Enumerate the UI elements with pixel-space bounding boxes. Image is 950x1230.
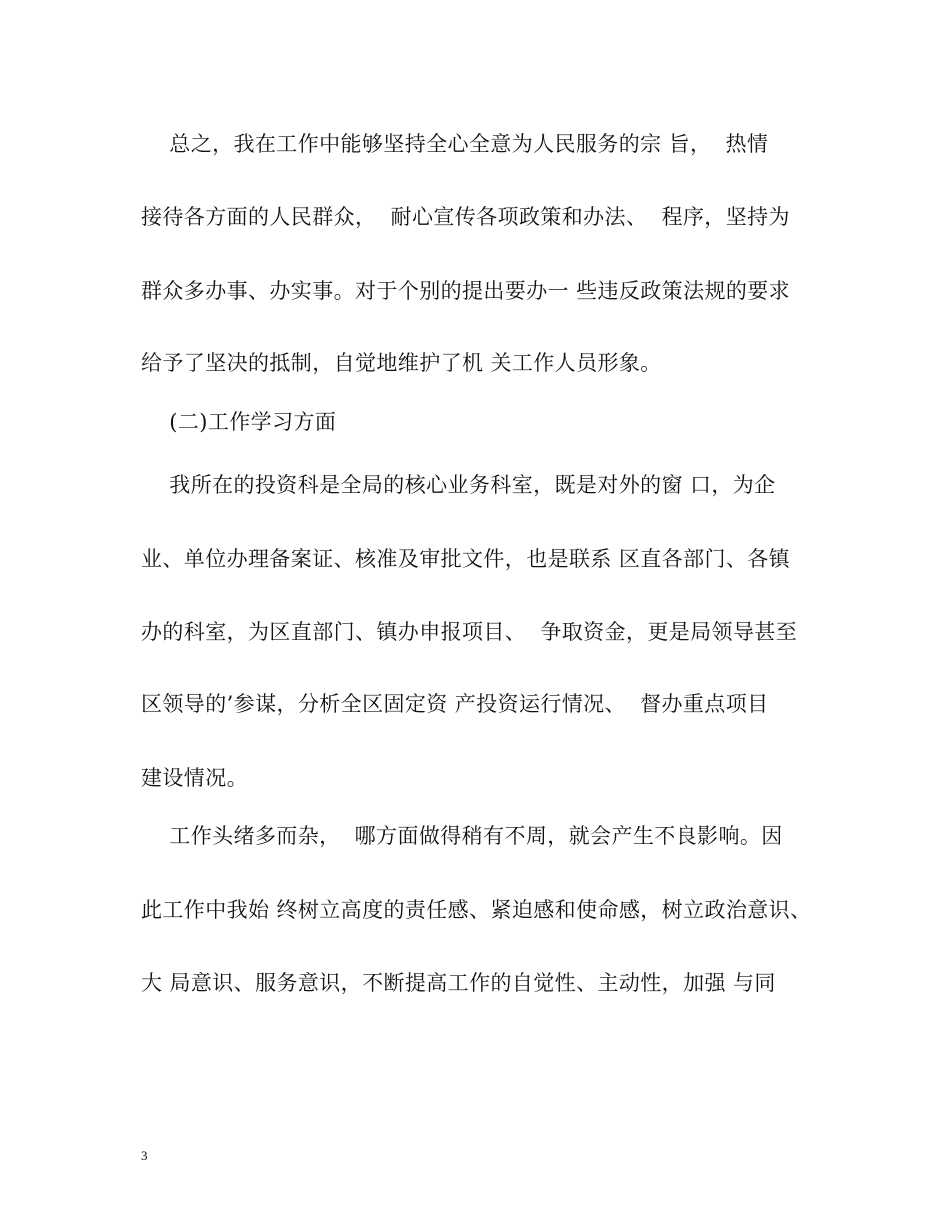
- text-line-1: 总之，我在工作中能够坚持全心全意为人民服务的宗 旨， 热情: [141, 132, 769, 156]
- text-line-9: 区领导的’参谋，分析全区固定资 产投资运行情况、 督办重点项目: [141, 692, 769, 716]
- text-line-3: 群众多办事、办实事。对于个别的提出要办一 些违反政策法规的要求: [141, 279, 791, 303]
- text-line-7: 业、单位办理备案证、核准及审批文件，也是联系 区直各部门、各镇: [141, 547, 791, 571]
- text-line-6: 我所在的投资科是全局的核心业务科室，既是对外的窗 口，为企: [141, 473, 776, 497]
- text-line-10: 建设情况。: [141, 766, 248, 790]
- text-line-4: 给予了坚决的抵制，自觉地维护了机 关工作人员形象。: [141, 351, 662, 375]
- page-number: 3: [141, 1148, 148, 1163]
- text-line-13: 大 局意识、服务意识，不断提高工作的自觉性、主动性，加强 与同: [141, 971, 776, 995]
- text-line-12: 此工作中我始 终树立高度的责任感、紧迫感和使命感，树立政治意识、: [141, 898, 812, 922]
- text-line-8: 办的科室，为区直部门、镇办申报项目、 争取资金，更是局领导甚至: [141, 620, 798, 644]
- text-line-2: 接待各方面的人民群众， 耐心宣传各项政策和办法、 程序，坚持为: [141, 205, 790, 229]
- text-line-11: 工作头绪多而杂， 哪方面做得稍有不周，就会产生不良影响。因: [141, 824, 783, 848]
- section-heading: (二)工作学习方面: [141, 410, 337, 434]
